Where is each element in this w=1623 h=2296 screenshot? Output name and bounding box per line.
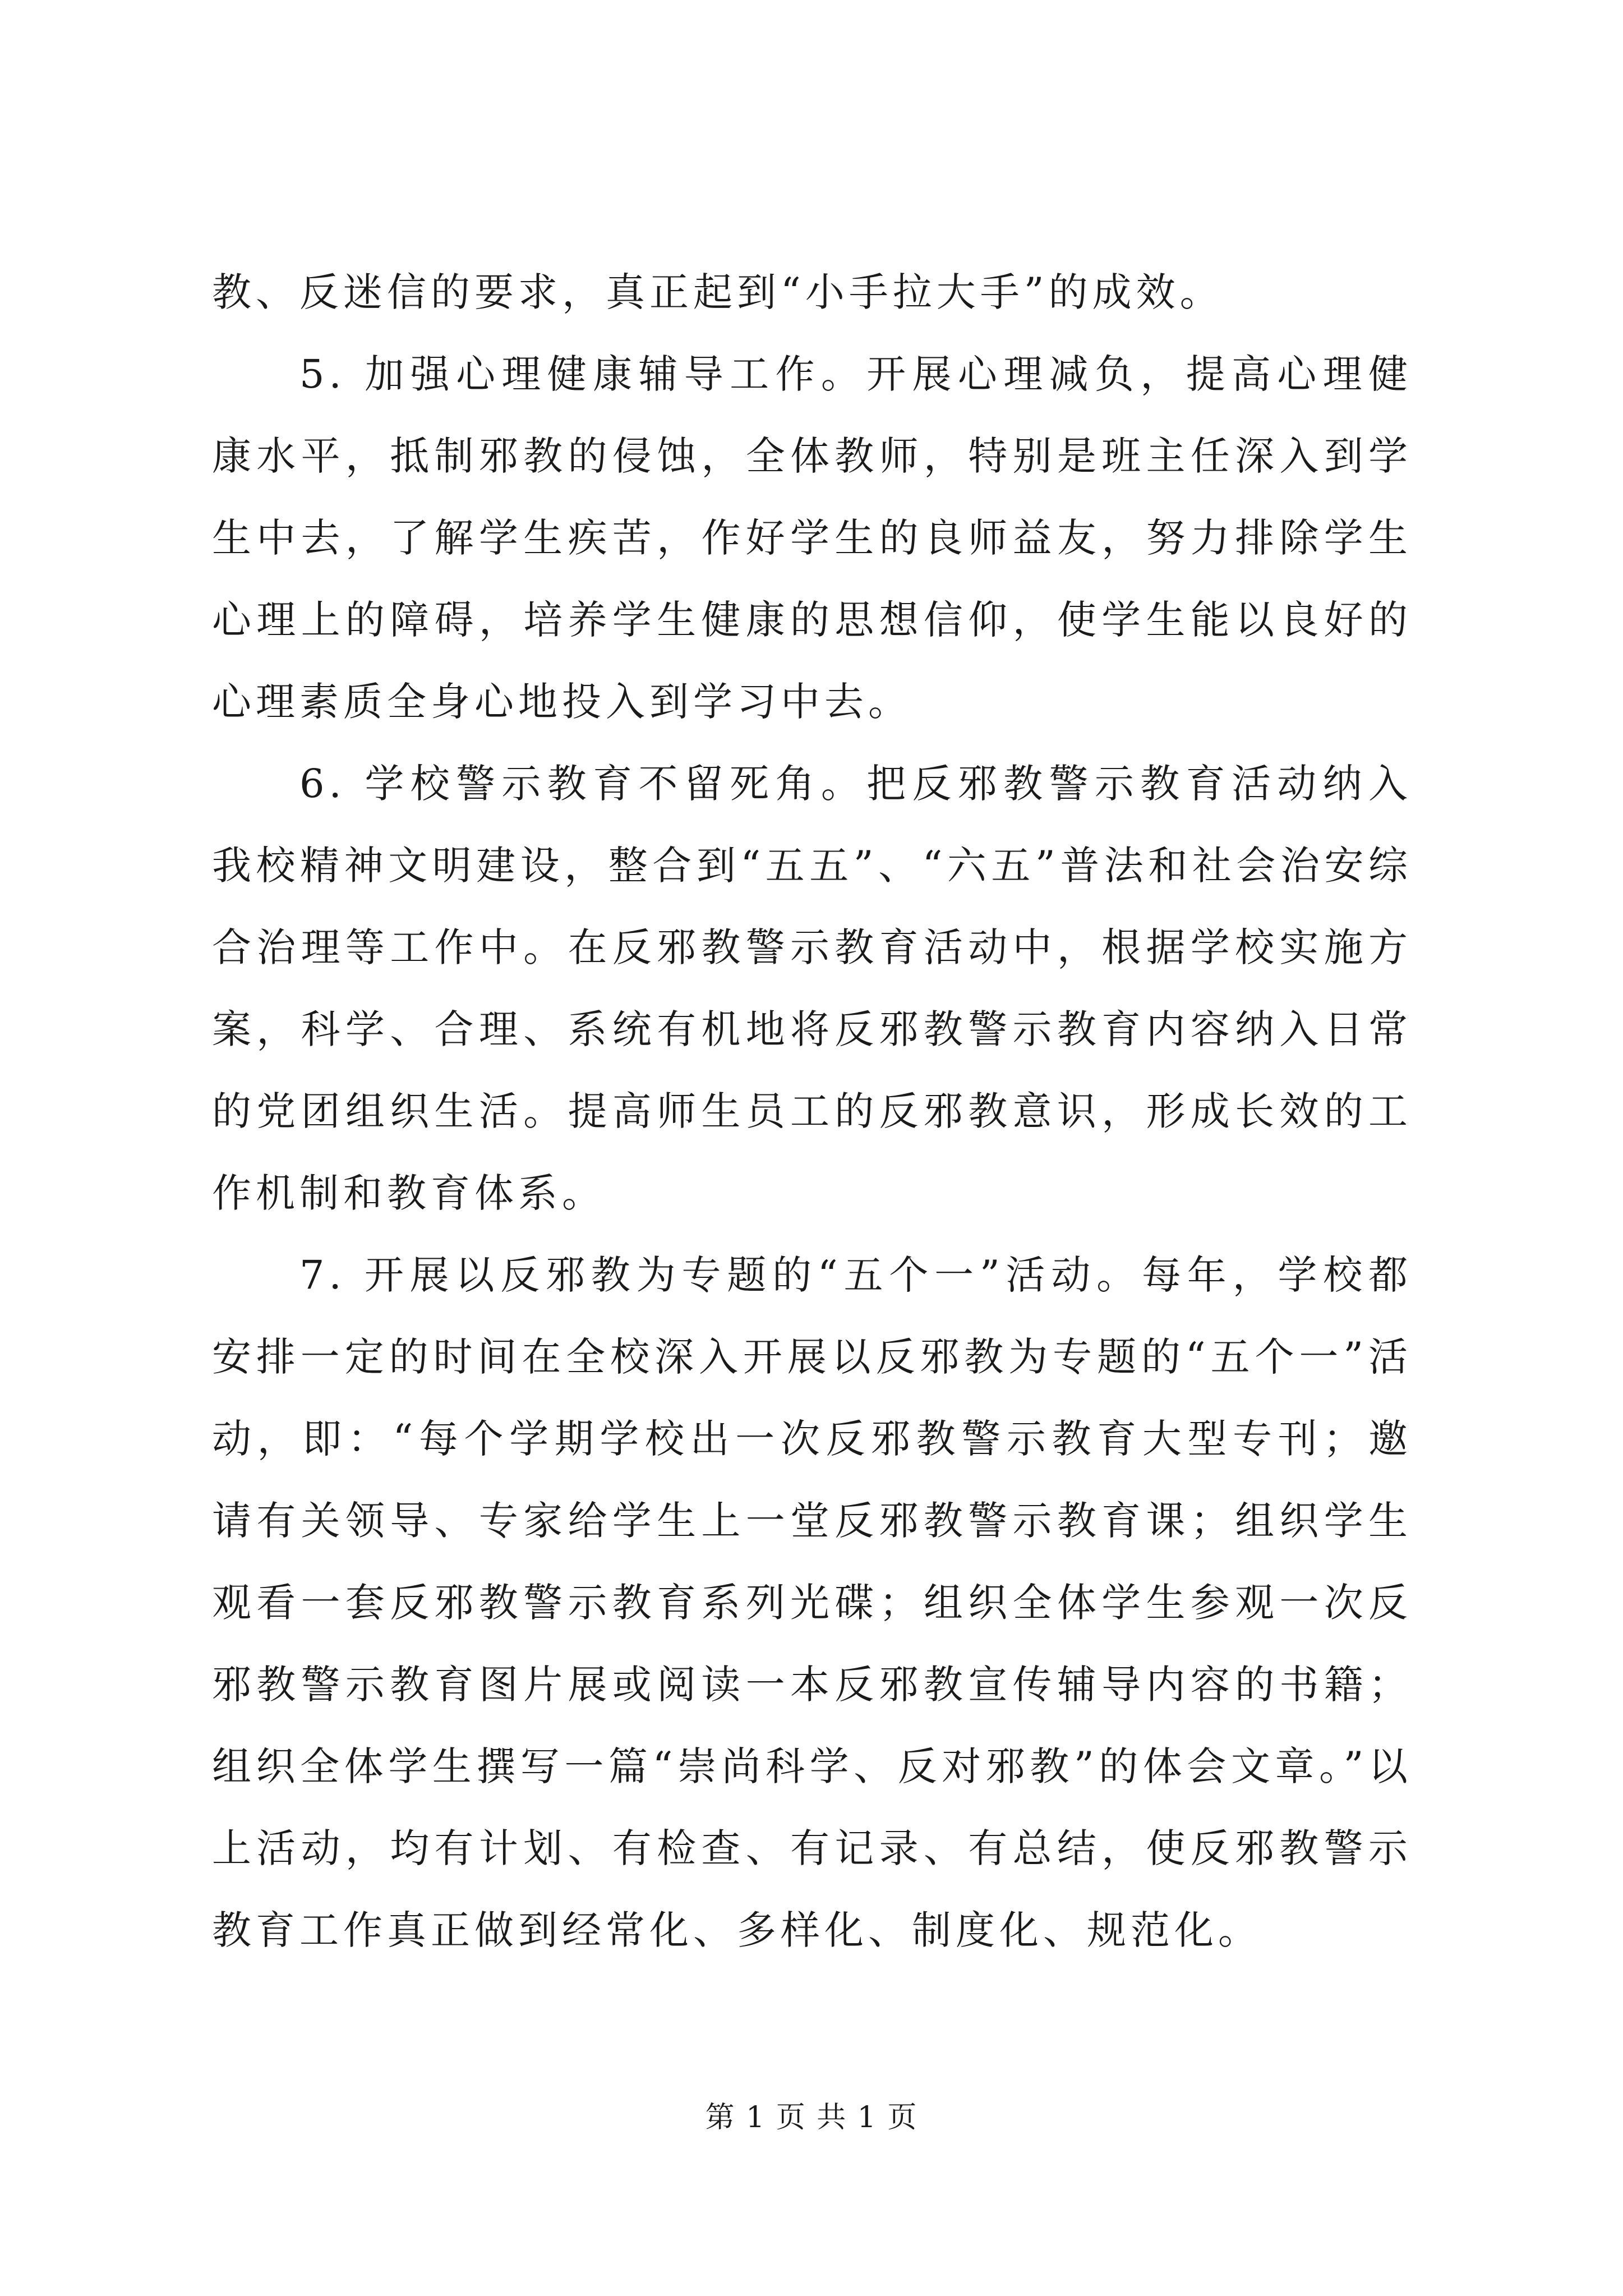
page-footer	[0, 2098, 1623, 2137]
paragraph-item-6: 6. 学校警示教育不留死角。把反邪教警示教育活动纳入我校精神文明建设，整合到“五五”、“六五”普法和社会治安综合治理等工作中。在反邪教警示教育活动中，根据学校实施方案，科学、合理、系统有机地将反邪教警示教育内容纳入日常的党团组织生活。提高师生员工的反邪教意识，形成长效的工作机制和教育体系。	[212, 761, 1412, 1216]
page-number: 第 1 页 共 1 页	[705, 2101, 918, 2134]
paragraph-item-7: 7. 开展以反邪教为专题的“五个一”活动。每年，学校都安排一定的时间在全校深入开展以反邪教为专题的“五个一”活动，即：“每个学期学校出一次反邪教警示教育大型专刊；邀请有关领导、专家给学生上一堂反邪教警示教育课；组织学生观看一套反邪教警示教育系列光碟；组织全体学生参观一次反邪教警示教育图片展或阅读一本反邪教宣传辅导内容的书籍；组织全体学生撰写一篇“崇尚科学、反对邪教”的体会文章。”以上活动，均有计划、有检查、有记录、有总结，使反邪教警示教育工作真正做到经常化、多样化、制度化、规范化。	[212, 1252, 1412, 1953]
paragraph-continuation: 教、反迷信的要求，真正起到“小手拉大手”的成效。	[212, 269, 1224, 315]
paragraph-item-5: 5. 加强心理健康辅导工作。开展心理减负，提高心理健康水平，抵制邪教的侵蚀，全体教师，特别是班主任深入到学生中去，了解学生疾苦，作好学生的良师益友，努力排除学生心理上的障碍，培养学生健康的思想信仰，使学生能以良好的心理素质全身心地投入到学习中去。	[212, 351, 1412, 725]
document-body	[212, 251, 1412, 1971]
